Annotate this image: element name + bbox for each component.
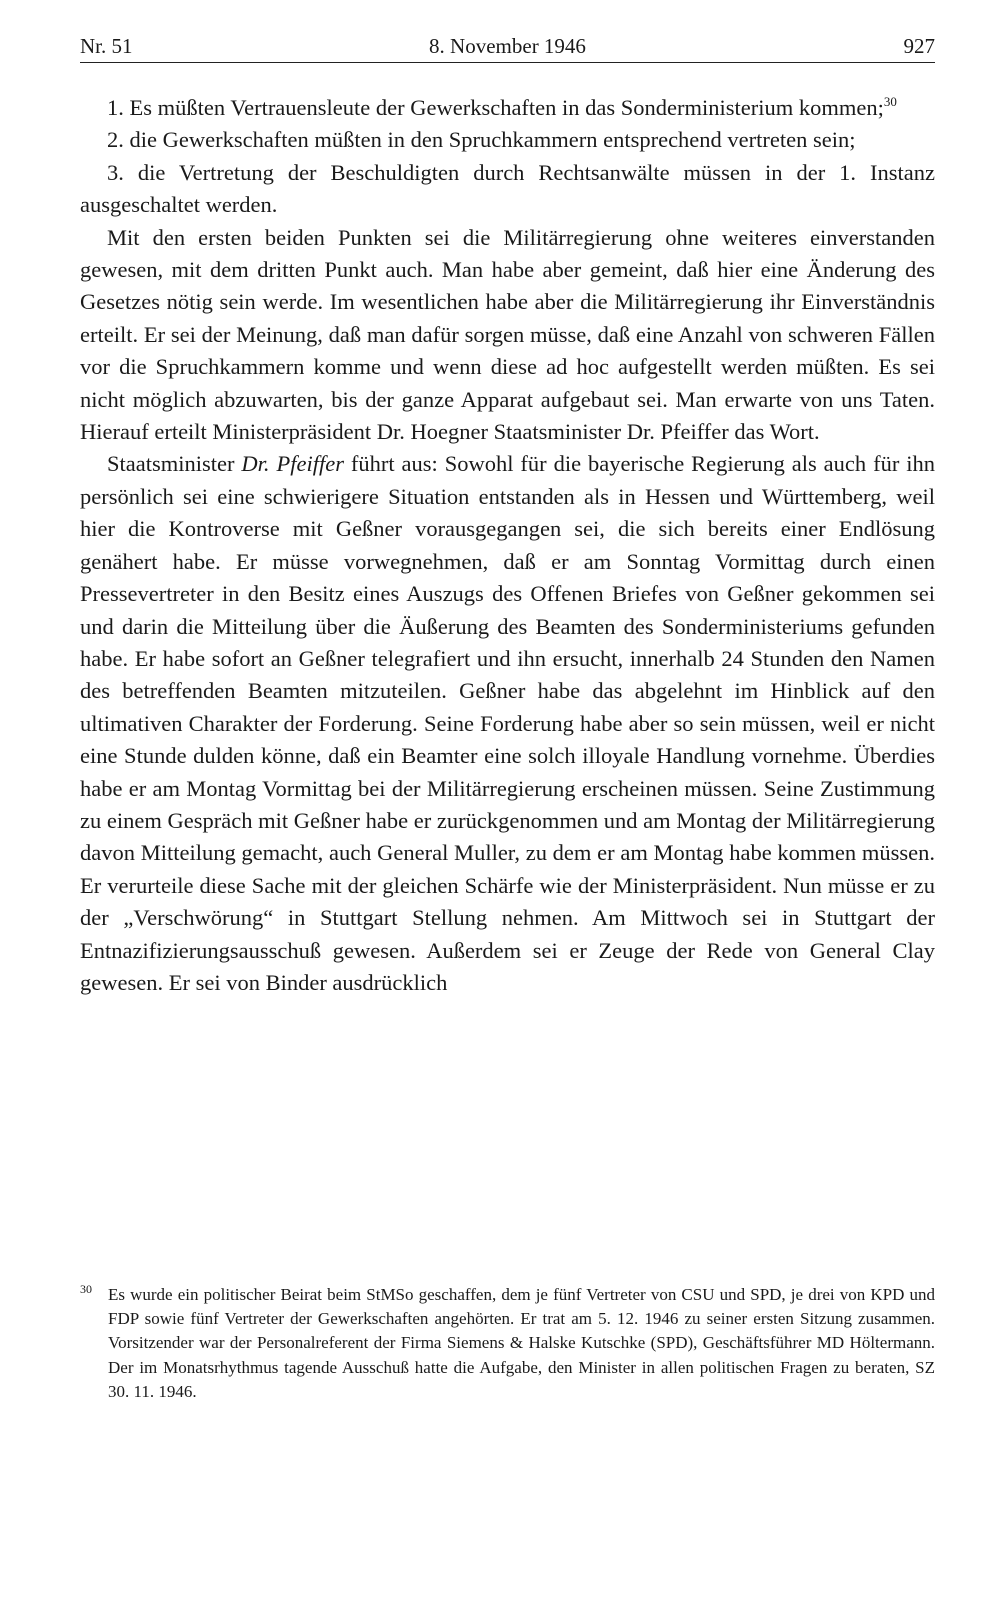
paragraph-pfeiffer-statement <box>80 448 935 999</box>
footnote-reference[interactable]: 30 <box>883 94 897 109</box>
footnote-text: Es wurde ein politischer Beirat beim StMSo geschaffen, dem je fünf Vertreter von CSU und SPD, je drei von KPD und FDP sowie fünf Vertreter der Gewerkschaften angehörten. Er trat am 5. 12. 1946 zu seiner ersten Sitzung zusammen. Vorsitzender war der Personalreferent der Firma Siemens & Halske Kutschke (SPD), Geschäftsführer MD Höltermann. Der im Monatsrhythmus tagende Ausschuß hatte die Aufgabe, den Minister in allen politischen Fragen zu beraten, SZ 30. 11. 1946. <box>108 1285 935 1401</box>
list-item-3: 3. die Vertretung der Beschuldigten durch Rechtsanwälte müssen in der 1. Instanz ausgeschaltet werden. <box>80 159 935 218</box>
list-item-1-text: 1. Es müßten Vertrauensleute der Gewerkschaften in das Sonderministerium kommen; <box>107 95 884 120</box>
main-text <box>80 92 935 999</box>
page-number: 927 <box>903 34 935 58</box>
paragraph-body: führt aus: Sowohl für die bayerische Regierung als auch für ihn persönlich sei eine schwierigere Situation entstanden als in Hessen und Württemberg, weil hier die Kontroverse mit Geßner vorausgegangen sei, die sich bereits einer Endlösung genähert habe. Er müsse vorwegnehmen, daß er am Sonntag Vormittag durch einen Pressevertreter in den Besitz eines Auszugs des Offenen Briefes von Geßner gekommen sei und darin die Mitteilung über die Äußerung des Beamten des Sonderministeriums gefunden habe. Er habe sofort an Geßner telegrafiert und ihn ersucht, innerhalb 24 Stunden den Namen des betreffenden Beamten mitzuteilen. Geßner habe das abgelehnt im Hinblick auf den ultimativen Charakter der Forderung. Seine Forderung habe aber so sein müssen, weil er nicht eine Stunde dulden könne, daß ein Beamter eine solch illoyale Handlung vornehme. Überdies habe er am Montag Vormittag bei der Militärregierung erscheinen müssen. Seine Zustimmung zu einem Gespräch mit Geßner habe er zurückgenommen und am Montag der Militärregierung davon Mitteilung gemacht, auch General Muller, zu dem er am Montag habe kommen müssen. Er verurteile diese Sache mit der gleichen Schärfe wie der Ministerpräsident. Nun müsse er zu der „Verschwörung“ in Stuttgart Stellung nehmen. Am Mittwoch sei in Stuttgart der Entnazifizierungsausschuß gewesen. Außerdem sei er Zeuge der Rede von General Clay gewesen. Er sei von Binder ausdrücklich <box>80 451 935 995</box>
header-rule <box>80 62 935 63</box>
issue-number: Nr. 51 <box>80 34 133 58</box>
list-item-2: 2. die Gewerkschaften müßten in den Spruchkammern entsprechend vertreten sein; <box>107 127 856 153</box>
page-date: 8. November 1946 <box>429 34 586 58</box>
running-head <box>80 30 935 62</box>
speaker-name: Dr. Pfeiffer <box>241 451 344 477</box>
footnote-30: 30 Es wurde ein politischer Beirat beim StMSo geschaffen, dem je fünf Vertreter von CSU und SPD, je drei von KPD und FDP sowie fünf Vertreter der Gewerkschaften angehörten. Er trat am 5. 12. 1946 zu seiner ersten Sitzung zusammen. Vorsitzender war der Personalreferent der Firma Siemens & Halske Kutschke (SPD), Geschäftsführer MD Höltermann. Der im Monatsrhythmus tagende Ausschuß hatte die Aufgabe, den Minister in allen politischen Fragen zu beraten, SZ 30. 11. 1946. <box>80 1282 935 1401</box>
paragraph-military-government: Mit den ersten beiden Punkten sei die Militärregierung ohne weiteres einverstanden gewesen, mit dem dritten Punkt auch. Man habe aber gemeint, daß hier eine Änderung des Gesetzes nötig sein werde. Im wesentlichen habe aber die Militärregierung ihr Einverständnis erteilt. Er sei der Meinung, daß man dafür sorgen müsse, daß eine Anzahl von schweren Fällen vor die Spruchkammern komme und wenn diese ad hoc aufgestellt werden müßten. Es sei nicht möglich abzuwarten, bis der ganze Apparat aufgebaut sei. Man erwarte von uns Taten. Hierauf erteilt Ministerpräsident Dr. Hoegner Staatsminister Dr. Pfeiffer das Wort. <box>80 224 935 445</box>
footnote-section <box>80 1283 935 1404</box>
paragraph-lead: Staatsminister <box>107 451 242 477</box>
list-item-1 <box>80 92 935 124</box>
